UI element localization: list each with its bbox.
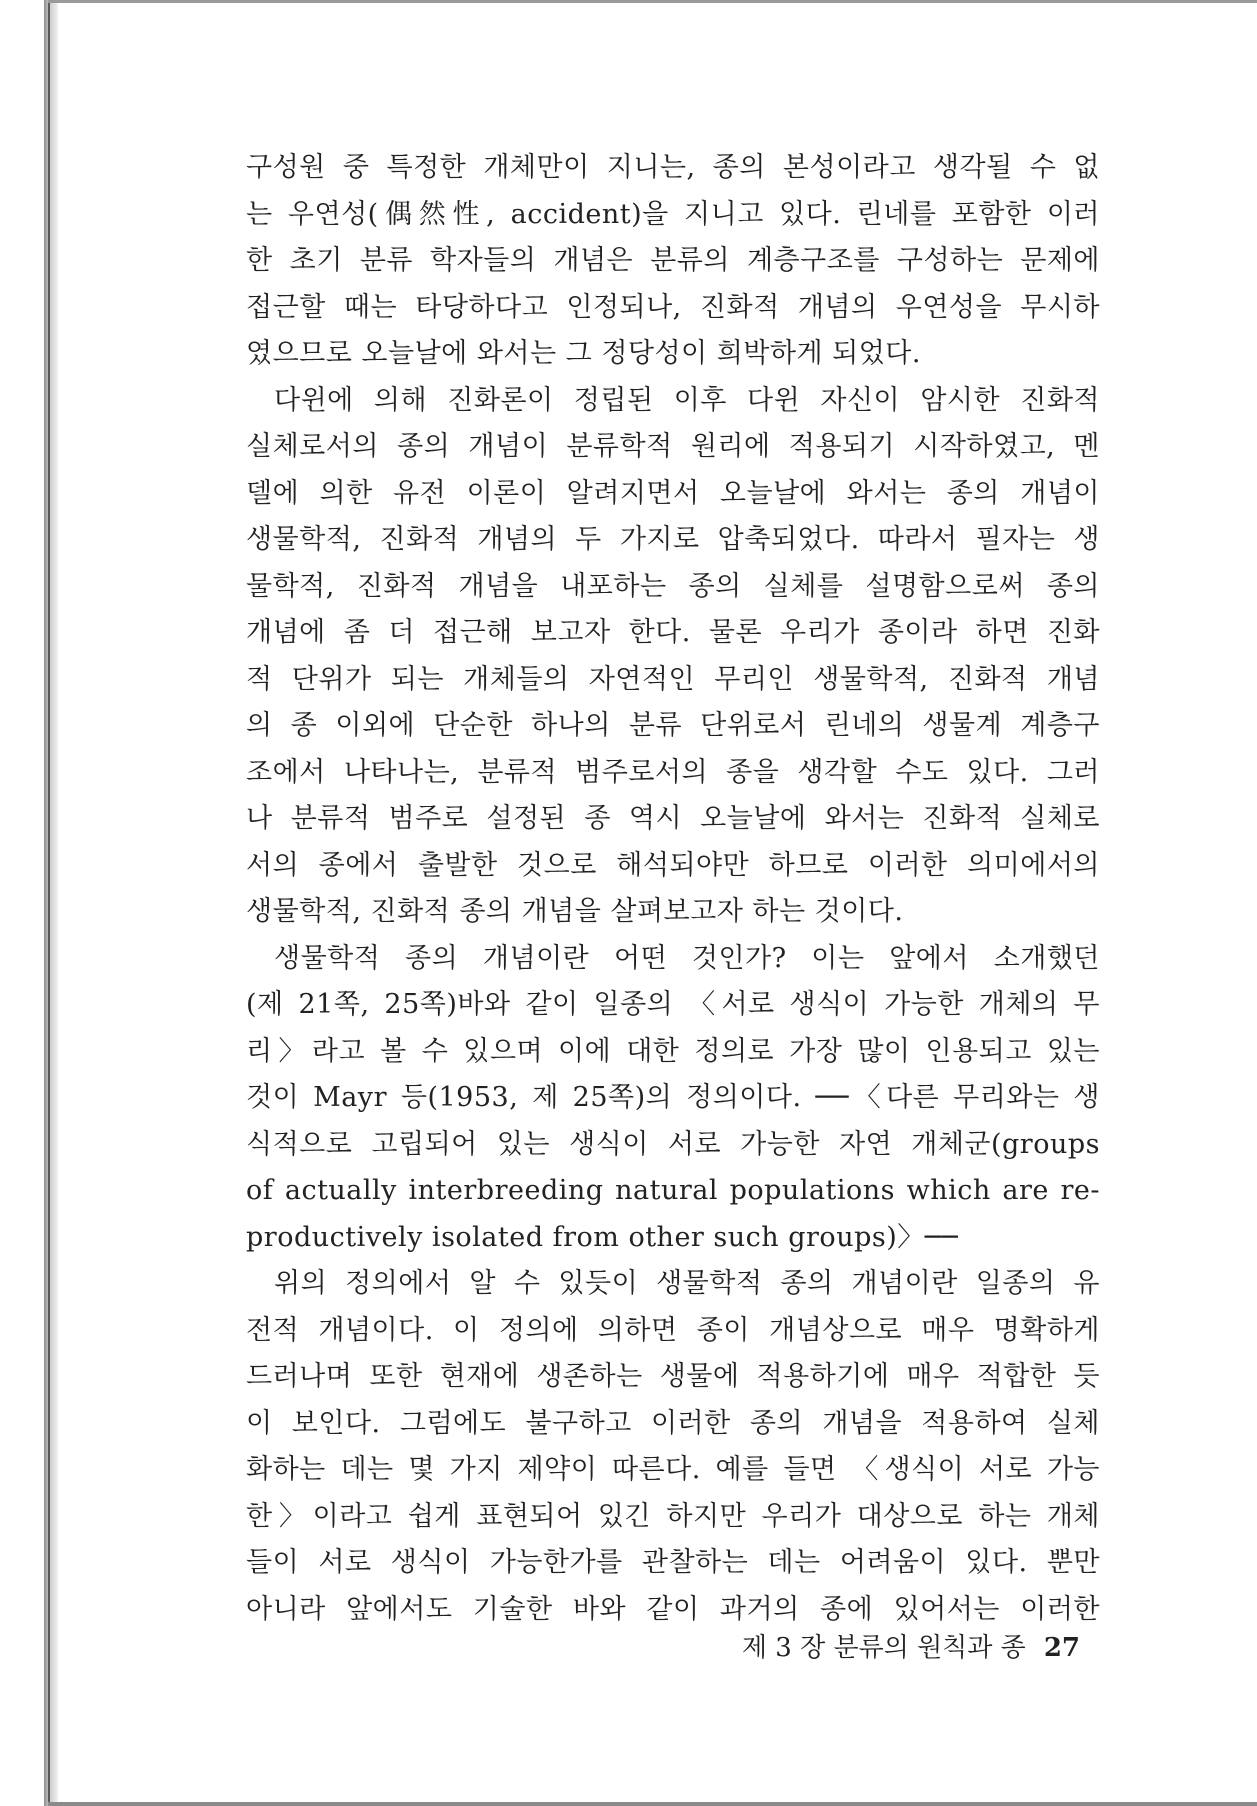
text-line: 델에 의한 유전 이론이 알려지면서 오늘날에 와서는 종의 개념이 [246, 477, 1100, 509]
paragraph-start-line: 위의 정의에서 알 수 있듯이 생물학적 종의 개념이란 일종의 유 [274, 1268, 1100, 1299]
paragraph-start-line: 다윈에 의해 진화론이 정립된 이후 다윈 자신이 암시한 진화적 [274, 384, 1100, 416]
page-bottom-edge [48, 1802, 1257, 1806]
running-footer [700, 1627, 1080, 1664]
text-line: 실체로서의 종의 개념이 분류학적 원리에 적용되기 시작하였고, 멘 [246, 431, 1100, 462]
text-line: 이 보인다. 그럼에도 불구하고 이러한 종의 개념을 적용하여 실체 [246, 1407, 1100, 1439]
text-line: 전적 개념이다. 이 정의에 의하면 종이 개념상으로 매우 명확하게 [246, 1314, 1100, 1346]
text-line: 물학적, 진화적 개념을 내포하는 종의 실체를 설명함으로써 종의 [246, 570, 1100, 602]
text-line: 접근할 때는 타당하다고 인정되나, 진화적 개념의 우연성을 무시하 [246, 291, 1100, 323]
text-line: of actually interbreeding natural populations which are re- [246, 1175, 1100, 1206]
text-line: (제 21쪽, 25쪽)바와 같이 일종의 〈서로 생식이 가능한 개체의 무 [246, 989, 1100, 1020]
text-line: 화하는 데는 몇 가지 제약이 따른다. 예를 들면 〈생식이 서로 가능 [246, 1454, 1100, 1485]
paragraph-end-line: 생물학적, 진화적 종의 개념을 살펴보고자 하는 것이다. [246, 896, 904, 927]
text-line: 한〉이라고 쉽게 표현되어 있긴 하지만 우리가 대상으로 하는 개체 [246, 1500, 1100, 1532]
book-spine-shadow [44, 0, 58, 1806]
paragraph-end-line: productively isolated from other such groups)〉── [246, 1221, 959, 1253]
page-number: 27 [1043, 1633, 1080, 1663]
text-line: 들이 서로 생식이 가능한가를 관찰하는 데는 어려움이 있다. 뿐만 [246, 1547, 1100, 1578]
text-line: 나 분류적 범주로 설정된 종 역시 오늘날에 와서는 진화적 실체로 [246, 803, 1100, 834]
text-line: 조에서 나타나는, 분류적 범주로서의 종을 생각할 수도 있다. 그러 [246, 756, 1100, 788]
text-line: 생물학적, 진화적 개념의 두 가지로 압축되었다. 따라서 필자는 생 [246, 524, 1100, 555]
text-line: 드러나며 또한 현재에 생존하는 생물에 적용하기에 매우 적합한 듯 [246, 1361, 1100, 1392]
paragraph-start-line: 생물학적 종의 개념이란 어떤 것인가? 이는 앞에서 소개했던 [274, 942, 1100, 974]
paragraph-end-line: 였으므로 오늘날에 와서는 그 정당성이 희박하게 되었다. [246, 338, 921, 369]
text-line: 리〉라고 볼 수 있으며 이에 대한 정의로 가장 많이 인용되고 있는 [246, 1035, 1100, 1067]
text-line: 아니라 앞에서도 기술한 바와 같이 과거의 종에 있어서는 이러한 [246, 1593, 1100, 1625]
text-line: 는 우연성(偶然性, accident)을 지니고 있다. 린네를 포함한 이러 [246, 198, 1100, 230]
page-top-edge [48, 0, 1257, 3]
text-line: 식적으로 고립되어 있는 생식이 서로 가능한 자연 개체군(groups [246, 1128, 1100, 1160]
book-spine-edge [48, 0, 50, 1806]
text-line: 구성원 중 특정한 개체만이 지니는, 종의 본성이라고 생각될 수 없 [246, 152, 1100, 183]
chapter-title: 제 3 장 분류의 원칙과 종 [741, 1633, 1026, 1663]
body-text [246, 145, 1100, 1633]
text-line: 적 단위가 되는 개체들의 자연적인 무리인 생물학적, 진화적 개념 [246, 663, 1100, 695]
text-line: 것이 Mayr 등(1953, 제 25쪽)의 정의이다. ──〈다른 무리와는 생 [246, 1082, 1100, 1113]
text-line: 서의 종에서 출발한 것으로 해석되야만 하므로 이러한 의미에서의 [246, 849, 1100, 881]
text-line: 개념에 좀 더 접근해 보고자 한다. 물론 우리가 종이라 하면 진화 [246, 617, 1100, 648]
text-line: 의 종 이외에 단순한 하나의 분류 단위로서 린네의 생물계 계층구 [246, 710, 1100, 741]
text-line: 한 초기 분류 학자들의 개념은 분류의 계층구조를 구성하는 문제에 [246, 245, 1100, 276]
